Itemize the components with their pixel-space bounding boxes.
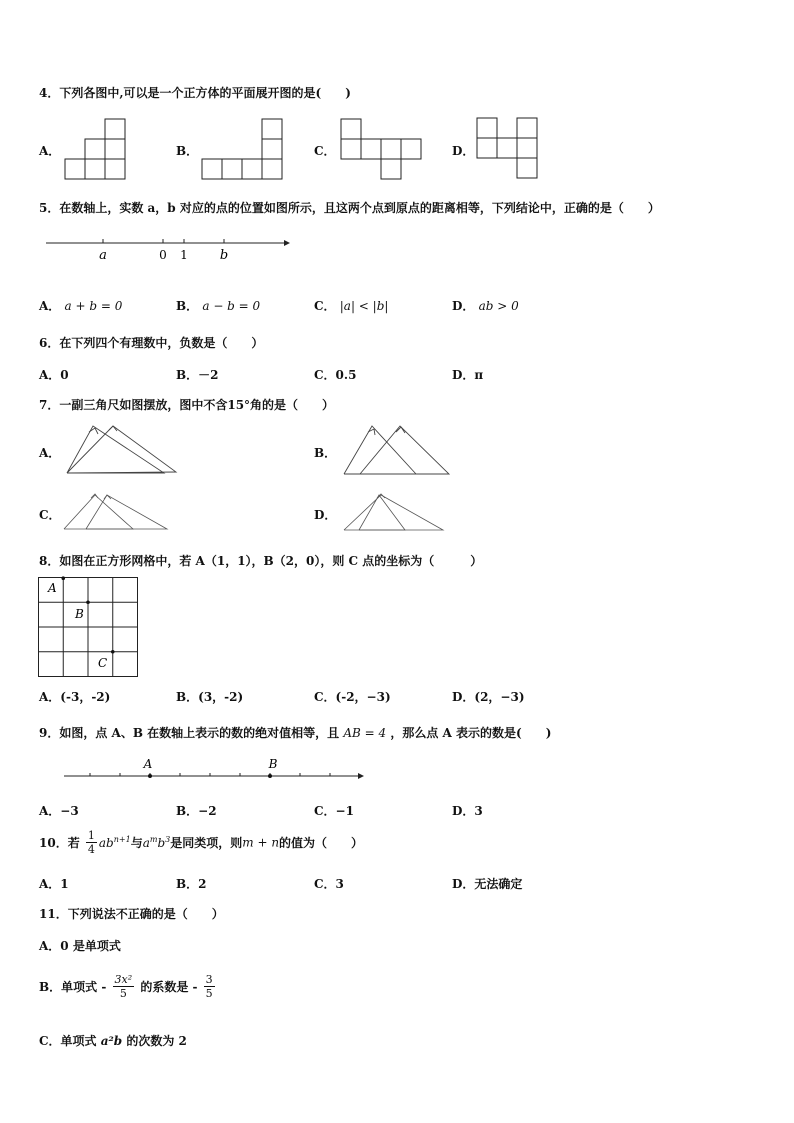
q5-axis-label-b: b: [219, 248, 229, 263]
q10-fraction: [86, 829, 97, 856]
q8-option-a: A．(-3，-2): [39, 690, 111, 704]
q10-term1-base: ab: [98, 836, 114, 850]
q11-option-b-frac2-num: 3: [205, 973, 213, 986]
q6-option-a: A．0: [39, 368, 69, 382]
q8-grid-label-b: B: [75, 607, 84, 621]
q7-option-d: D．: [314, 508, 337, 522]
q7-figure-a: [66, 424, 180, 476]
q5-number-line: [46, 232, 296, 266]
q8-option-c: C．(-2，−3): [314, 690, 391, 704]
q9-stem-a: 9．如图，点 A、B 在数轴上表示的数的绝对值相等，且: [39, 726, 340, 740]
q7-figure-d: [343, 492, 447, 534]
q5-axis-label-0: 0: [159, 248, 167, 262]
q5-option-d-letter: D．: [452, 299, 475, 313]
q10-term2: [143, 836, 171, 850]
q11-option-b-frac1-num: 3x²: [114, 973, 133, 986]
q4-option-c: C．: [314, 144, 336, 158]
q8-option-d: D．(2，−3): [452, 690, 525, 704]
q10-fraction-num: 1: [87, 829, 95, 842]
q5-option-c-letter: C．: [314, 299, 336, 313]
q11-option-b-frac2: [204, 973, 215, 1000]
q11-option-c-math: a²b: [100, 1034, 123, 1048]
q4-net-a: [63, 118, 133, 180]
q9-number-line: [64, 756, 369, 782]
q7-stem: 7．一副三角尺如图摆放，图中不含15°角的是（ ）: [39, 398, 335, 412]
q5-option-a-math: a + b = 0: [64, 299, 123, 313]
q10-stem-math: m + n: [242, 835, 280, 850]
q5-option-c-math: |a| < |b|: [339, 299, 389, 313]
q10-mid: 与: [130, 836, 143, 850]
q4-net-d: [476, 117, 546, 179]
q6-option-b: B．－2: [176, 368, 219, 382]
q7-option-b: B．: [314, 446, 337, 460]
q9-stem-math: AB = 4: [343, 726, 387, 740]
q7-figure-b: [343, 424, 453, 476]
q9-stem-b: ，那么点 A 表示的数是( ): [390, 726, 552, 740]
q5-option-a: [39, 297, 122, 314]
q4-option-d: D．: [452, 144, 475, 158]
q10-option-a: A．1: [39, 877, 69, 891]
q10-stem-a: 10．若: [39, 836, 80, 850]
q11-option-b-frac1: [113, 973, 135, 1000]
q10-stem: [39, 829, 363, 856]
q10-fraction-den: 4: [87, 843, 95, 856]
q5-option-b-letter: B．: [176, 299, 199, 313]
q11-option-a: A．0 是单项式: [39, 939, 121, 953]
q10-option-b: B．2: [176, 877, 207, 891]
q11-option-c: [39, 1032, 187, 1049]
q10-term2-b-exp: 3: [165, 835, 171, 844]
q6-option-d: D．π: [452, 368, 484, 382]
q4-option-b: B．: [176, 144, 199, 158]
q8-option-b: B．(3，-2): [176, 690, 244, 704]
q5-option-d: [452, 297, 519, 314]
q10-stem-b: 是同类项，则: [170, 836, 243, 850]
q5-stem: 5．在数轴上，实数 a，b 对应的点的位置如图所示，且这两个点到原点的距离相等，下列结论中，正确的是（ ）: [39, 201, 660, 215]
q5-axis-label-a: a: [99, 248, 107, 263]
q7-figure-c: [63, 492, 169, 532]
q5-option-b-math: a − b = 0: [202, 299, 261, 313]
q4-stem: 4．下列各图中,可以是一个正方体的平面展开图的是( ): [39, 86, 351, 100]
q6-stem: 6．在下列四个有理数中，负数是（ ）: [39, 336, 264, 350]
q8-grid-label-c: C: [98, 656, 108, 670]
q10-option-d: D．无法确定: [452, 877, 523, 891]
q7-option-a: A．: [39, 446, 61, 460]
q10-term2-a: a: [142, 836, 150, 850]
q10-term1-exp: n+1: [113, 835, 131, 844]
q5-option-d-math: ab > 0: [478, 299, 519, 313]
q9-axis-label-b: B: [268, 757, 278, 771]
q6-option-c: C．0.5: [314, 368, 357, 382]
q9-option-b: B．−2: [176, 804, 217, 818]
q11-option-b-a: B．单项式 -: [39, 980, 107, 994]
q11-option-b-b: 的系数是 -: [140, 980, 198, 994]
q5-axis-label-1: 1: [180, 248, 188, 262]
q4-net-b: [201, 118, 291, 180]
q10-stem-c: 的值为（ ）: [279, 836, 364, 850]
q11-option-b-frac1-den: 5: [119, 987, 127, 1000]
q4-option-a: A．: [39, 144, 61, 158]
q8-stem: 8．如图在正方形网格中，若 A（1，1），B（2，0），则 C 点的坐标为（ ）: [39, 554, 483, 568]
q9-option-d: D．3: [452, 804, 483, 818]
q9-option-c: C．−1: [314, 804, 354, 818]
q10-term1: [99, 836, 131, 850]
q7-option-c: C．: [39, 508, 61, 522]
q9-axis-label-a: A: [143, 757, 153, 771]
q11-option-c-a: C．单项式: [39, 1034, 97, 1048]
q8-grid-label-a: A: [48, 581, 57, 595]
q11-option-b: [39, 973, 217, 1000]
q10-term2-b: b: [157, 836, 166, 850]
q9-stem: [39, 724, 551, 741]
q11-stem: 11．下列说法不正确的是（ ）: [39, 907, 224, 921]
q10-term2-a-exp: m: [149, 835, 158, 844]
q10-option-c: C．3: [314, 877, 344, 891]
q9-option-a: A．−3: [39, 804, 79, 818]
q8-grid: [38, 577, 140, 679]
q5-option-a-letter: A．: [39, 299, 61, 313]
q5-option-c: [314, 297, 388, 314]
q11-option-c-b: 的次数为 2: [126, 1034, 187, 1048]
q5-option-b: [176, 297, 260, 314]
q4-net-c: [340, 118, 430, 180]
q11-option-b-frac2-den: 5: [205, 987, 213, 1000]
